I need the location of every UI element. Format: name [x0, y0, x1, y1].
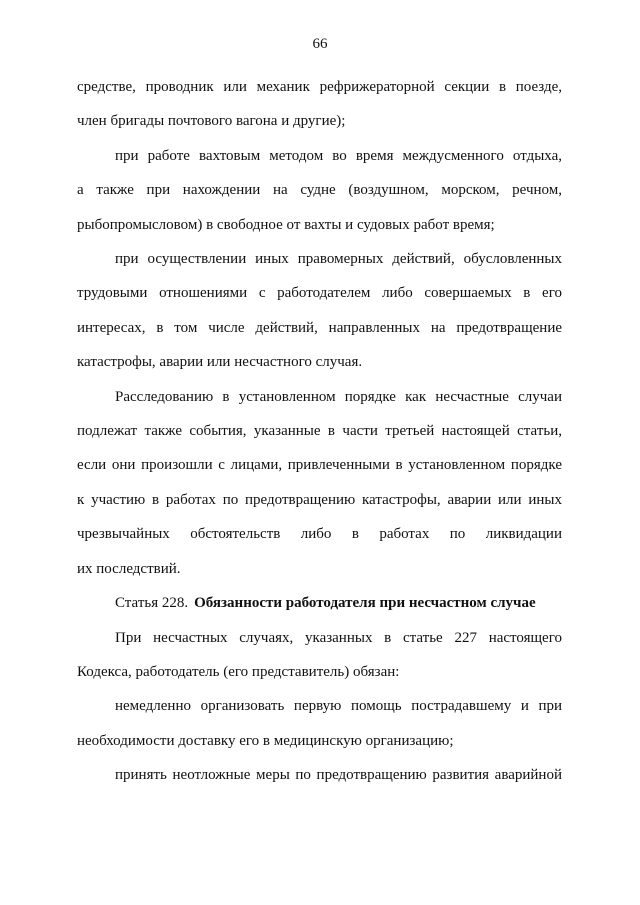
- text-line: необходимости доставку его в медицинскую организацию;: [77, 732, 454, 749]
- text-line: к участию в работах по предотвращению катастрофы, аварии или иных: [77, 491, 562, 508]
- paragraph-7: [77, 758, 562, 792]
- paragraph-5: [77, 621, 562, 690]
- text-line: подлежат также события, указанные в части третьей настоящей статьи,: [77, 423, 562, 440]
- paragraph-6: [77, 689, 562, 758]
- text-line: интересах, в том числе действий, направленных на предотвращение: [77, 319, 562, 336]
- article-title: Обязанности работодателя при несчастном случае: [194, 595, 536, 612]
- text-line: чрезвычайных обстоятельств либо в работах по ликвидации: [77, 526, 562, 543]
- text-line: трудовыми отношениями с работодателем либо совершаемых в его: [77, 285, 562, 302]
- text-line: при осуществлении иных правомерных действий, обусловленных: [115, 251, 562, 268]
- text-line: если они произошли с лицами, привлеченными в установленном порядке: [77, 457, 562, 474]
- text-line: рыбопромысловом) в свободное от вахты и судовых работ время;: [77, 216, 495, 233]
- page-number: 66: [312, 36, 328, 52]
- text-line: Расследованию в установленном порядке как несчастные случаи: [115, 388, 562, 405]
- paragraph-2: [77, 139, 562, 242]
- text-line: катастрофы, аварии или несчастного случая.: [77, 354, 363, 371]
- text-line: Кодекса, работодатель (его представитель) обязан:: [77, 663, 400, 680]
- paragraph-4: [77, 380, 562, 586]
- article-heading: [77, 586, 562, 620]
- text-line: средстве, проводник или механик рефрижераторной секции в поезде,: [77, 79, 562, 95]
- text-line: при работе вахтовым методом во время междусменного отдыха,: [115, 147, 562, 164]
- text-line: принять неотложные меры по предотвращению развития аварийной: [115, 767, 562, 784]
- text-line: их последствий.: [77, 560, 181, 577]
- text-line: При несчастных случаях, указанных в статье 227 настоящего: [115, 629, 562, 646]
- article-number: Статья 228.: [115, 595, 189, 612]
- document-body: [77, 70, 562, 793]
- paragraph-1: [77, 70, 562, 139]
- paragraph-3: [77, 242, 562, 380]
- text-line: а также при нахождении на судне (воздушном, морском, речном,: [77, 182, 562, 199]
- text-line: член бригады почтового вагона и другие);: [77, 113, 346, 130]
- text-line: немедленно организовать первую помощь пострадавшему и при: [115, 698, 562, 715]
